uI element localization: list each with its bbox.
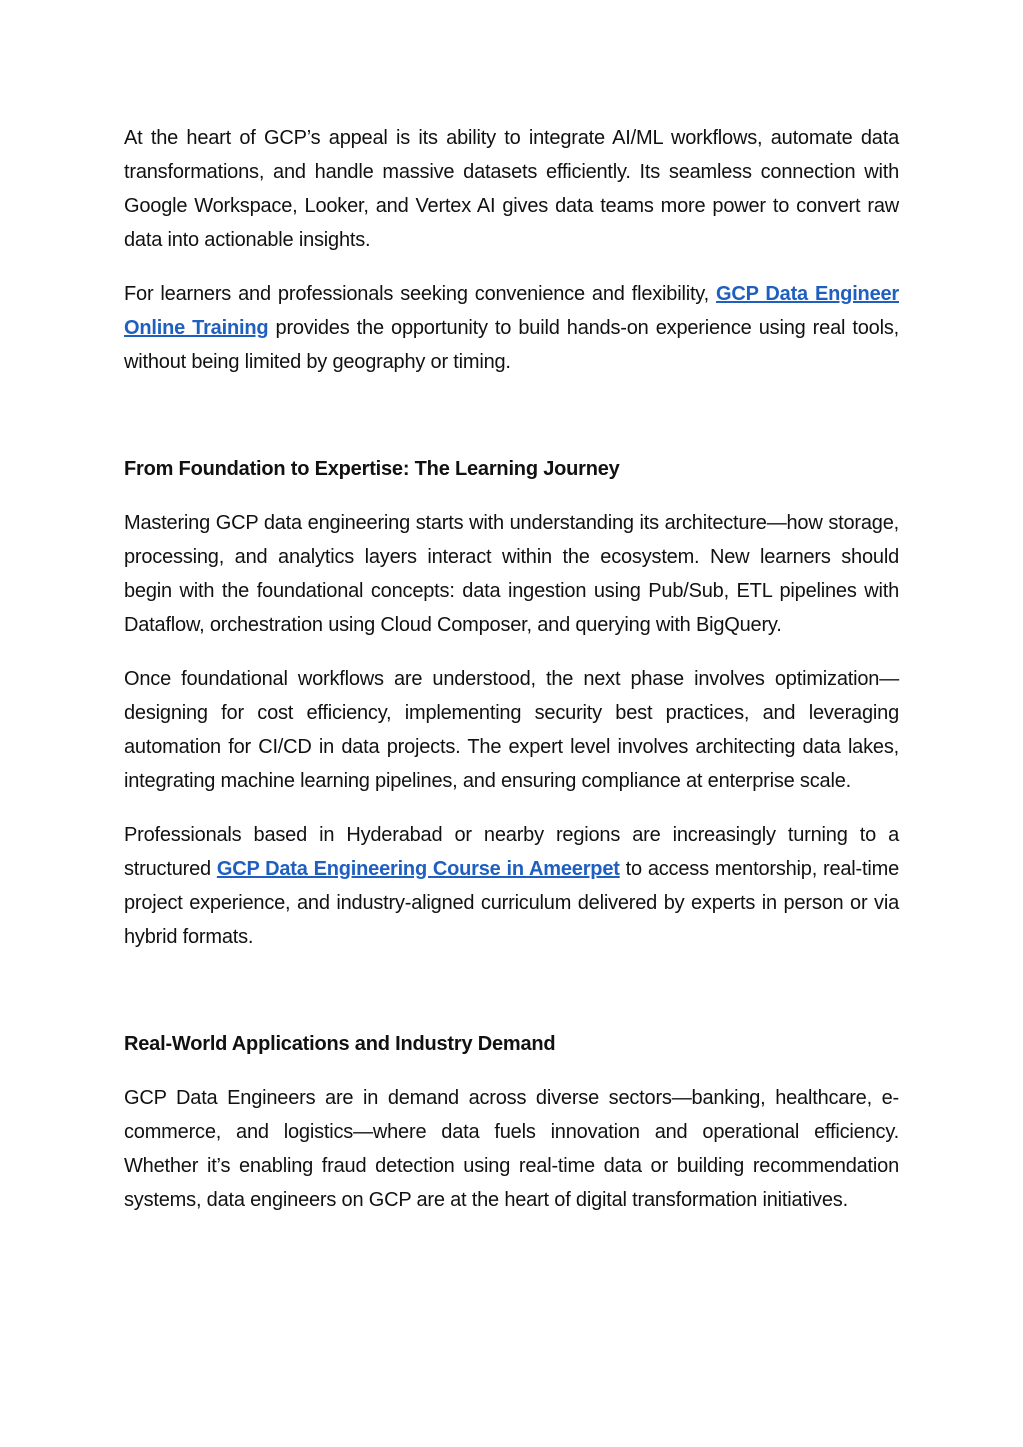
gcp-data-engineer-online-training-link[interactable]: GCP Data Engineer Online Training [124,283,899,339]
applications-paragraph-1: GCP Data Engineers are in demand across diverse sectors—banking, healthcare, e-commerce, and logistics—where data fuels innovation and operational efficiency. Whether it’s enabling fraud detection using real-time data or building recommendation systems, data engineers on GCP are at the heart of digital transformation initiatives. [124,1087,899,1211]
journey-paragraph-2: Once foundational workflows are understood, the next phase involves optimization—designing for cost efficiency, implementing security best practices, and leveraging automation for CI/CD in data projects. The expert level involves architecting data lakes, integrating machine learning pipelines, and ensuring compliance at enterprise scale. [124,668,899,792]
applications-heading: Real-World Applications and Industry Demand [124,1033,556,1055]
journey-paragraph-3-text-after: to access mentorship, real-time project experience, and industry-aligned curriculum delivered by experts in person or via hybrid formats. [124,858,899,948]
journey-heading: From Foundation to Expertise: The Learning Journey [124,458,620,480]
gcp-data-engineering-course-ameerpet-link[interactable]: GCP Data Engineering Course in Ameerpet [216,858,620,880]
intro-paragraph-2 [124,277,899,379]
intro-paragraph-2-text-before: For learners and professionals seeking convenience and flexibility, [124,283,717,305]
journey-paragraph-3-text-before: Professionals based in Hyderabad or nearby regions are increasingly turning to a structured [124,824,899,880]
journey-paragraph-1: Mastering GCP data engineering starts with understanding its architecture—how storage, processing, and analytics layers interact within the ecosystem. New learners should begin with the foundational concepts: data ingestion using Pub/Sub, ETL pipelines with Dataflow, orchestration using Cloud Composer, and querying with BigQuery. [124,512,899,636]
document-page [124,121,899,1217]
intro-paragraph-1: At the heart of GCP’s appeal is its ability to integrate AI/ML workflows, automate data transformations, and handle massive datasets efficiently. Its seamless connection with Google Workspace, Looker, and Vertex AI gives data teams more power to convert raw data into actionable insights. [124,127,899,251]
journey-paragraph-3 [124,818,899,954]
intro-paragraph-2-text-after: provides the opportunity to build hands-on experience using real tools, without being limited by geography or timing. [124,317,899,373]
